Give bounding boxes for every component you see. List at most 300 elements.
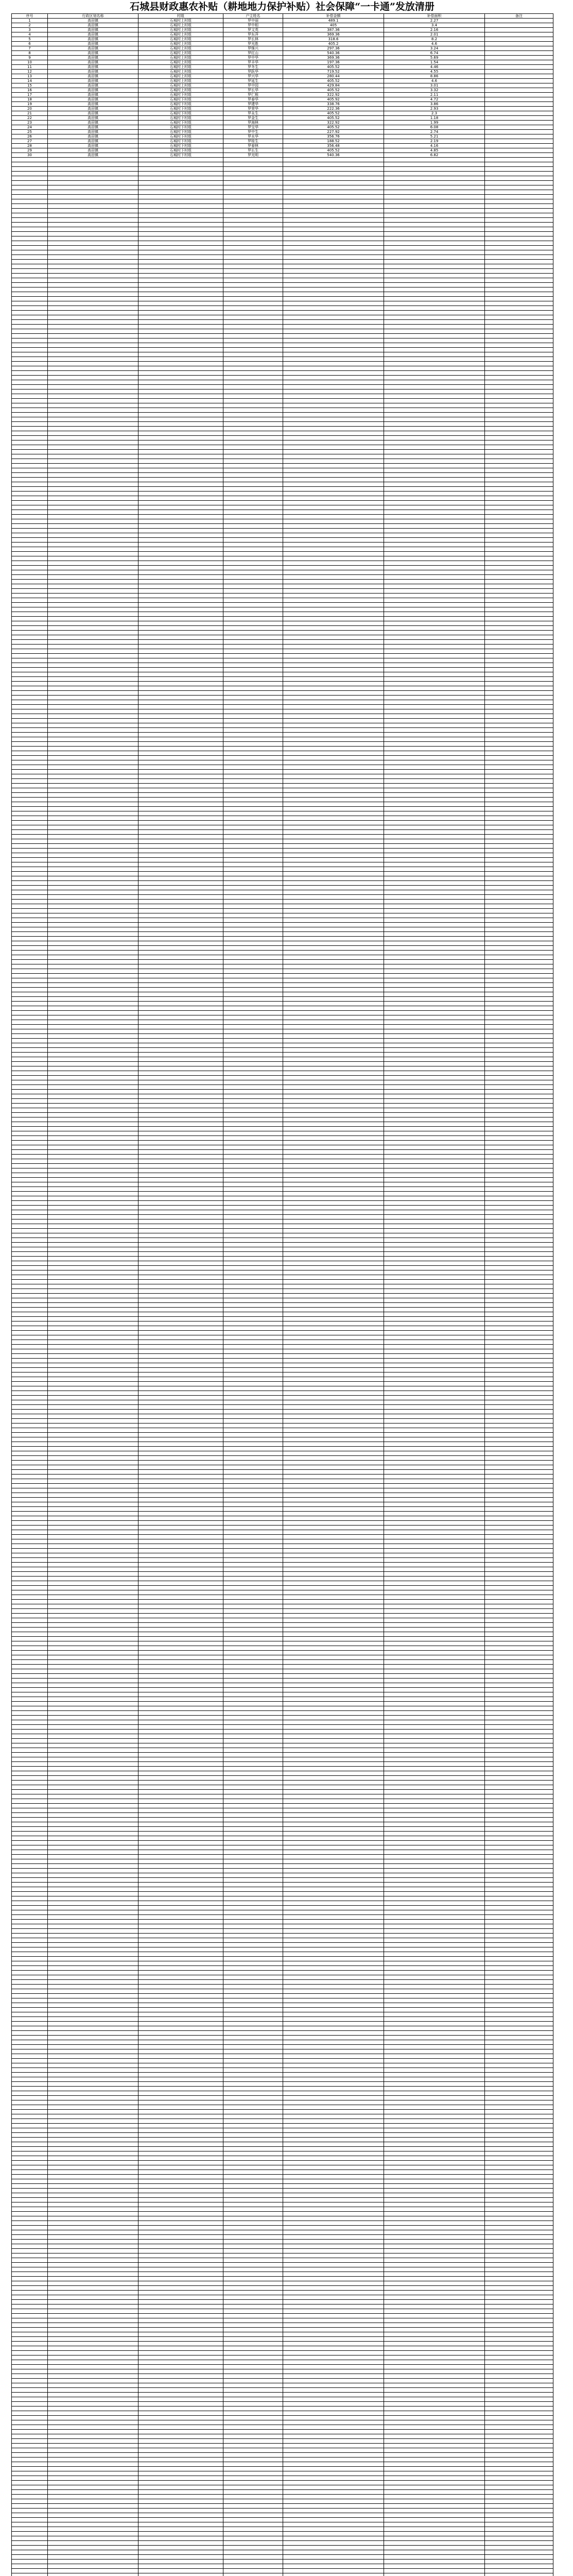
table-row [12, 46, 553, 51]
cell-region [48, 1781, 138, 1785]
table-row [12, 1141, 553, 1145]
table-row [12, 1502, 553, 1507]
cell-village-group [138, 1808, 223, 1813]
cell-householder [223, 927, 283, 932]
cell-village-group [138, 1321, 223, 1326]
cell-remarks [485, 2267, 553, 2272]
cell-amount [283, 682, 384, 686]
cell-index: 28 [12, 144, 48, 148]
cell-index [12, 2300, 48, 2304]
cell-householder [223, 1187, 283, 1192]
cell-village-group [138, 2369, 223, 2374]
cell-index [12, 1053, 48, 1057]
cell-householder [223, 185, 283, 190]
cell-amount [283, 640, 384, 645]
cell-region [48, 654, 138, 658]
table-row [12, 1423, 553, 1428]
cell-area [384, 1117, 485, 1122]
cell-amount [283, 603, 384, 607]
cell-remarks [485, 1558, 553, 1563]
cell-remarks [485, 1011, 553, 1015]
table-row [12, 1437, 553, 1442]
cell-area [384, 2555, 485, 2560]
cell-remarks [485, 2253, 553, 2258]
cell-amount [283, 2156, 384, 2161]
cell-village-group [138, 617, 223, 621]
cell-area [384, 2374, 485, 2379]
cell-area [384, 2518, 485, 2522]
cell-householder [223, 2342, 283, 2346]
cell-area [384, 1127, 485, 1131]
cell-householder [223, 1238, 283, 1243]
table-header-row [12, 14, 553, 19]
table-row [12, 566, 553, 570]
cell-index: 14 [12, 79, 48, 83]
table-row [12, 719, 553, 723]
cell-index [12, 737, 48, 742]
table-row [12, 1145, 553, 1150]
cell-remarks [485, 2309, 553, 2314]
cell-householder [223, 2532, 283, 2536]
cell-remarks [485, 2365, 553, 2369]
cell-index [12, 1924, 48, 1929]
cell-region [48, 1159, 138, 1164]
cell-remarks [485, 1090, 553, 1094]
cell-village-group [138, 2138, 223, 2142]
cell-remarks [485, 946, 553, 951]
cell-index [12, 1340, 48, 1345]
cell-householder [223, 389, 283, 394]
cell-village-group: 石城村上村组 [138, 23, 223, 28]
table-row [12, 1674, 553, 1679]
cell-amount [283, 2147, 384, 2151]
cell-region [48, 547, 138, 552]
cell-region [48, 2179, 138, 2184]
table-row [12, 1660, 553, 1665]
cell-householder [223, 621, 283, 626]
cell-index [12, 2360, 48, 2365]
cell-region [48, 1771, 138, 1776]
cell-region [48, 1665, 138, 1669]
cell-remarks [485, 246, 553, 250]
cell-index [12, 1433, 48, 1437]
table-row [12, 686, 553, 691]
table-row [12, 1178, 553, 1182]
cell-index [12, 274, 48, 278]
cell-householder [223, 218, 283, 223]
cell-index [12, 1502, 48, 1507]
cell-region [48, 1595, 138, 1600]
cell-remarks [485, 2240, 553, 2244]
table-row [12, 1131, 553, 1136]
cell-region [48, 2077, 138, 2082]
cell-area [384, 492, 485, 496]
cell-area [384, 1702, 485, 1706]
table-row [12, 1294, 553, 1298]
cell-index [12, 1567, 48, 1572]
cell-remarks [485, 978, 553, 983]
cell-area [384, 1419, 485, 1423]
cell-area [384, 2541, 485, 2546]
cell-remarks [485, 1201, 553, 1206]
cell-region [48, 1892, 138, 1896]
cell-region [48, 1113, 138, 1117]
cell-index [12, 2063, 48, 2068]
cell-remarks [485, 668, 553, 672]
cell-householder [223, 325, 283, 329]
cell-householder [223, 2240, 283, 2244]
cell-householder [223, 2063, 283, 2068]
cell-householder: 罗宝华 [223, 125, 283, 130]
cell-remarks [485, 2448, 553, 2453]
cell-householder [223, 2133, 283, 2138]
cell-area [384, 760, 485, 765]
table-row [12, 645, 553, 649]
cell-village-group [138, 2374, 223, 2379]
cell-householder [223, 1308, 283, 1312]
cell-amount [283, 1345, 384, 1349]
cell-village-group [138, 1794, 223, 1799]
cell-area [384, 2100, 485, 2105]
cell-amount [283, 904, 384, 909]
table-row [12, 960, 553, 964]
cell-householder [223, 570, 283, 575]
cell-householder [223, 1781, 283, 1785]
cell-amount [283, 1479, 384, 1484]
cell-area [384, 348, 485, 352]
cell-index [12, 352, 48, 357]
cell-householder [223, 478, 283, 482]
cell-amount [283, 1971, 384, 1975]
cell-index [12, 1219, 48, 1224]
cell-householder [223, 394, 283, 399]
cell-householder [223, 1512, 283, 1516]
cell-village-group [138, 1730, 223, 1734]
cell-amount [283, 2045, 384, 2049]
cell-amount [283, 561, 384, 566]
table-row [12, 1382, 553, 1386]
table-row [12, 274, 553, 278]
cell-amount [283, 2017, 384, 2022]
cell-index [12, 2527, 48, 2532]
cell-index [12, 1934, 48, 1938]
cell-index [12, 997, 48, 1002]
table-row [12, 2189, 553, 2193]
cell-amount [283, 649, 384, 654]
cell-amount [283, 459, 384, 464]
cell-remarks [485, 1725, 553, 1730]
cell-remarks [485, 287, 553, 292]
cell-area [384, 1243, 485, 1247]
cell-village-group [138, 1006, 223, 1011]
cell-remarks [485, 1822, 553, 1827]
cell-amount [283, 2295, 384, 2300]
cell-index [12, 431, 48, 436]
table-row [12, 505, 553, 510]
cell-village-group [138, 1818, 223, 1822]
cell-remarks [485, 927, 553, 932]
cell-remarks [485, 1294, 553, 1298]
cell-index [12, 2156, 48, 2161]
cell-region [48, 918, 138, 923]
cell-householder [223, 2156, 283, 2161]
cell-amount [283, 1512, 384, 1516]
cell-index [12, 2040, 48, 2045]
cell-region [48, 774, 138, 779]
cell-region [48, 1757, 138, 1762]
cell-householder [223, 1377, 283, 1382]
table-row [12, 2569, 553, 2573]
table-row [12, 543, 553, 547]
table-row [12, 1539, 553, 1544]
cell-index [12, 2393, 48, 2397]
table-row [12, 88, 553, 93]
cell-village-group [138, 1437, 223, 1442]
cell-householder: 罗继兴 [223, 46, 283, 51]
cell-amount [283, 2258, 384, 2263]
cell-remarks [485, 640, 553, 645]
cell-region [48, 645, 138, 649]
cell-householder [223, 227, 283, 232]
cell-amount [283, 1405, 384, 1410]
cell-region [48, 1855, 138, 1859]
cell-amount [283, 2059, 384, 2063]
cell-village-group [138, 1669, 223, 1674]
cell-village-group [138, 700, 223, 705]
table-row [12, 1071, 553, 1076]
cell-index [12, 714, 48, 719]
table-row [12, 158, 553, 162]
cell-householder [223, 543, 283, 547]
cell-area: 4.72 [384, 97, 485, 102]
cell-remarks [485, 1423, 553, 1428]
cell-amount [283, 2328, 384, 2332]
cell-village-group [138, 2420, 223, 2425]
table-row [12, 1076, 553, 1080]
cell-region [48, 2221, 138, 2226]
cell-region [48, 1521, 138, 1526]
cell-remarks [485, 1270, 553, 1275]
cell-amount [283, 1966, 384, 1971]
cell-amount [283, 1020, 384, 1025]
cell-region [48, 2532, 138, 2536]
cell-householder [223, 2286, 283, 2291]
cell-index [12, 1581, 48, 1586]
cell-amount: 405.2 [283, 42, 384, 46]
cell-remarks [485, 97, 553, 102]
cell-householder [223, 2522, 283, 2527]
table-row [12, 2564, 553, 2569]
cell-village-group [138, 1178, 223, 1182]
cell-householder [223, 1641, 283, 1646]
cell-village-group: 石城村下村组 [138, 111, 223, 116]
cell-amount [283, 2374, 384, 2379]
cell-remarks [485, 1706, 553, 1711]
cell-remarks [485, 329, 553, 334]
cell-region [48, 839, 138, 844]
cell-householder [223, 1604, 283, 1609]
cell-region [48, 793, 138, 798]
table-row [12, 2073, 553, 2077]
table-row [12, 297, 553, 301]
cell-index [12, 1845, 48, 1850]
cell-amount [283, 2235, 384, 2240]
cell-amount [283, 519, 384, 524]
cell-village-group [138, 408, 223, 413]
cell-area [384, 839, 485, 844]
cell-village-group [138, 1210, 223, 1215]
cell-householder [223, 1934, 283, 1938]
cell-index [12, 1641, 48, 1646]
cell-remarks [485, 1628, 553, 1632]
cell-region [48, 1859, 138, 1864]
cell-village-group [138, 1549, 223, 1553]
cell-index [12, 1975, 48, 1980]
cell-region [48, 1117, 138, 1122]
cell-householder [223, 1206, 283, 1210]
table-row [12, 1331, 553, 1335]
cell-region: 高田镇 [48, 28, 138, 32]
cell-remarks [485, 1739, 553, 1743]
cell-remarks [485, 1799, 553, 1804]
cell-region [48, 408, 138, 413]
cell-amount [283, 1173, 384, 1178]
cell-village-group [138, 992, 223, 997]
cell-householder [223, 714, 283, 719]
cell-index [12, 1442, 48, 1447]
cell-index [12, 1595, 48, 1600]
table-row [12, 635, 553, 640]
cell-region [48, 2124, 138, 2128]
cell-amount: 356.76 [283, 134, 384, 139]
cell-index [12, 964, 48, 969]
cell-area [384, 1423, 485, 1428]
cell-remarks [485, 1377, 553, 1382]
cell-amount [283, 2527, 384, 2532]
cell-householder [223, 306, 283, 311]
cell-amount [283, 2179, 384, 2184]
cell-index [12, 1410, 48, 1414]
cell-householder [223, 1530, 283, 1535]
cell-remarks [485, 561, 553, 566]
cell-householder [223, 1808, 283, 1813]
cell-area [384, 1669, 485, 1674]
cell-remarks [485, 1391, 553, 1396]
cell-householder [223, 881, 283, 886]
cell-amount [283, 283, 384, 287]
cell-amount [283, 788, 384, 793]
cell-area [384, 2151, 485, 2156]
cell-village-group [138, 1975, 223, 1980]
cell-householder [223, 835, 283, 839]
cell-index [12, 1006, 48, 1011]
cell-village-group [138, 2286, 223, 2291]
cell-area [384, 821, 485, 825]
cell-area: 4.55 [384, 70, 485, 74]
cell-area [384, 1048, 485, 1053]
cell-village-group [138, 1628, 223, 1632]
cell-householder [223, 385, 283, 389]
cell-householder [223, 1581, 283, 1586]
table-row [12, 1896, 553, 1901]
cell-area [384, 640, 485, 645]
cell-householder [223, 1864, 283, 1869]
cell-index [12, 612, 48, 617]
cell-householder [223, 2216, 283, 2221]
table-row [12, 816, 553, 821]
cell-remarks [485, 1697, 553, 1702]
cell-householder: 罗长华 [223, 88, 283, 93]
cell-village-group [138, 1108, 223, 1113]
table-row [12, 2281, 553, 2286]
cell-householder [223, 2550, 283, 2555]
cell-village-group [138, 714, 223, 719]
cell-area [384, 1637, 485, 1641]
cell-village-group [138, 1688, 223, 1692]
table-row [12, 1859, 553, 1864]
cell-area [384, 1076, 485, 1080]
table-row [12, 1475, 553, 1479]
table-row [12, 1326, 553, 1331]
cell-remarks [485, 1530, 553, 1535]
table-row [12, 2314, 553, 2318]
cell-householder [223, 250, 283, 255]
cell-amount [283, 1776, 384, 1781]
cell-village-group [138, 2564, 223, 2569]
cell-index [12, 2309, 48, 2314]
cell-remarks [485, 167, 553, 172]
cell-amount [283, 1530, 384, 1535]
cell-region [48, 1697, 138, 1702]
cell-village-group [138, 1377, 223, 1382]
table-row [12, 2249, 553, 2253]
cell-village-group [138, 2054, 223, 2059]
cell-householder [223, 329, 283, 334]
cell-village-group [138, 218, 223, 223]
cell-remarks [485, 2286, 553, 2291]
cell-village-group [138, 1971, 223, 1975]
cell-area [384, 733, 485, 737]
cell-region [48, 1173, 138, 1178]
cell-region [48, 1692, 138, 1697]
cell-index [12, 2017, 48, 2022]
cell-remarks [485, 853, 553, 858]
cell-amount [283, 2560, 384, 2564]
cell-amount [283, 807, 384, 811]
cell-householder [223, 1048, 283, 1053]
cell-amount [283, 1099, 384, 1104]
cell-remarks [485, 445, 553, 450]
cell-village-group: 石城村下村组 [138, 139, 223, 144]
cell-remarks [485, 232, 553, 236]
cell-region [48, 2555, 138, 2560]
cell-area: 8.86 [384, 74, 485, 79]
cell-village-group [138, 862, 223, 867]
cell-remarks [485, 1150, 553, 1155]
cell-remarks [485, 2420, 553, 2425]
cell-region [48, 492, 138, 496]
cell-region [48, 1864, 138, 1869]
cell-village-group [138, 2476, 223, 2481]
table-row [12, 1215, 553, 1219]
cell-amount [283, 204, 384, 209]
cell-index [12, 1799, 48, 1804]
cell-index [12, 932, 48, 937]
cell-village-group [138, 1215, 223, 1219]
cell-householder [223, 640, 283, 645]
cell-area [384, 269, 485, 274]
cell-index [12, 1530, 48, 1535]
